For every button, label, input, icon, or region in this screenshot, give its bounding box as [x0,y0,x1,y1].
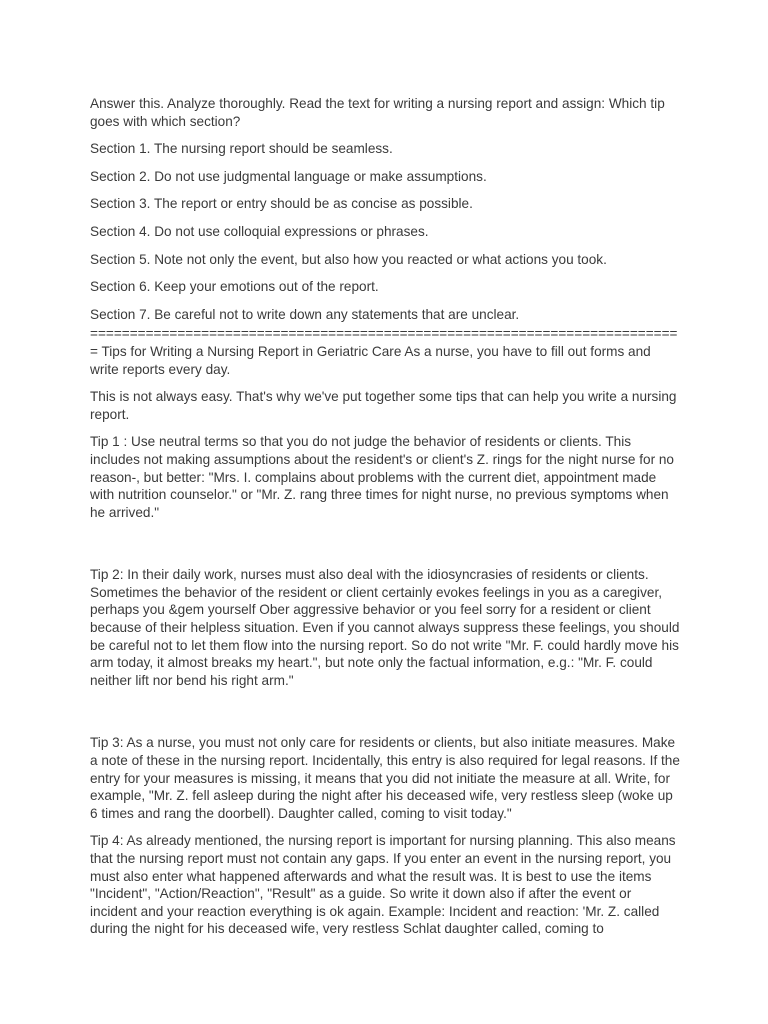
tip-3: Tip 3: As a nurse, you must not only care for residents or clients, but also initiate measures. Make a note of these in the nursing report. Incidentally, this entry is also required for legal reasons. If the entry for your measures is missing, it means that you did not initiate the measure at all. Write, for example, "Mr. Z. fell asleep during the night after his deceased wife, very restless sleep (woke up 6 times and rang the doorbell). Daughter called, coming to visit today." [90,735,680,821]
tip-1: Tip 1 : Use neutral terms so that you do not judge the behavior of residents or clients. This includes not making assumptions about the resident's or client's Z. rings for the night nurse for no reason-, but better: "Mrs. I. complains about problems with the current diet, appointment made with nutrition counselor." or "Mr. Z. rang three times for night nurse, no previous symptoms when he arrived." [90,434,674,520]
section-item-3: Section 3. The report or entry should be as concise as possible. [90,196,473,212]
tip-4: Tip 4: As already mentioned, the nursing report is important for nursing planning. This also means that the nursing report must not contain any gaps. If you enter an event in the nursing report, you must also enter what happened afterwards and what the result was. It is best to use the items "Incident", "Action/Reaction", "Result" as a guide. So write it down also if after the event or incident and your reaction everything is ok again. Example: Incident and reaction: 'Mr. Z. called during the night for his deceased wife, very restless Schlat daughter called, coming to [90,833,676,937]
section-item-7: Section 7. Be careful not to write down any statements that are unclear. [90,306,520,322]
section-item-1: Section 1. The nursing report should be seamless. [90,141,393,157]
intro-question: Answer this. Analyze thoroughly. Read the text for writing a nursing report and assign: Which tip goes with which section? [90,96,665,129]
section-item-2: Section 2. Do not use judgmental language or make assumptions. [90,168,487,184]
article-heading: = Tips for Writing a Nursing Report in Geriatric Care As a nurse, you have to fill out forms and write reports every day. [90,343,651,377]
tip-2: Tip 2: In their daily work, nurses must also deal with the idiosyncrasies of residents or clients. Sometimes the behavior of the resident or client certainly evokes feelings in you as a caregiver, perhaps you &gem yourself Ober aggressive behavior or you feel sorry for a resident or client because of their helpless situation. Even if you cannot always suppress these feelings, you should be careful not to let them flow into the nursing report. So do not write "Mr. F. could hardly move his arm today, it almost breaks my heart.", but note only the factual information, e.g.: "Mr. F. could neither lift nor bend his right arm." [90,567,680,688]
section-item-6: Section 6. Keep your emotions out of the report. [90,279,379,295]
document-page [90,95,680,938]
article-lead: This is not always easy. That's why we've put together some tips that can help you write a nursing report. [90,389,677,422]
section-item-4: Section 4. Do not use colloquial expressions or phrases. [90,223,429,239]
section-item-5: Section 5. Note not only the event, but also how you reacted or what actions you took. [90,251,607,267]
separator-line: ========================================================================== [90,326,678,342]
